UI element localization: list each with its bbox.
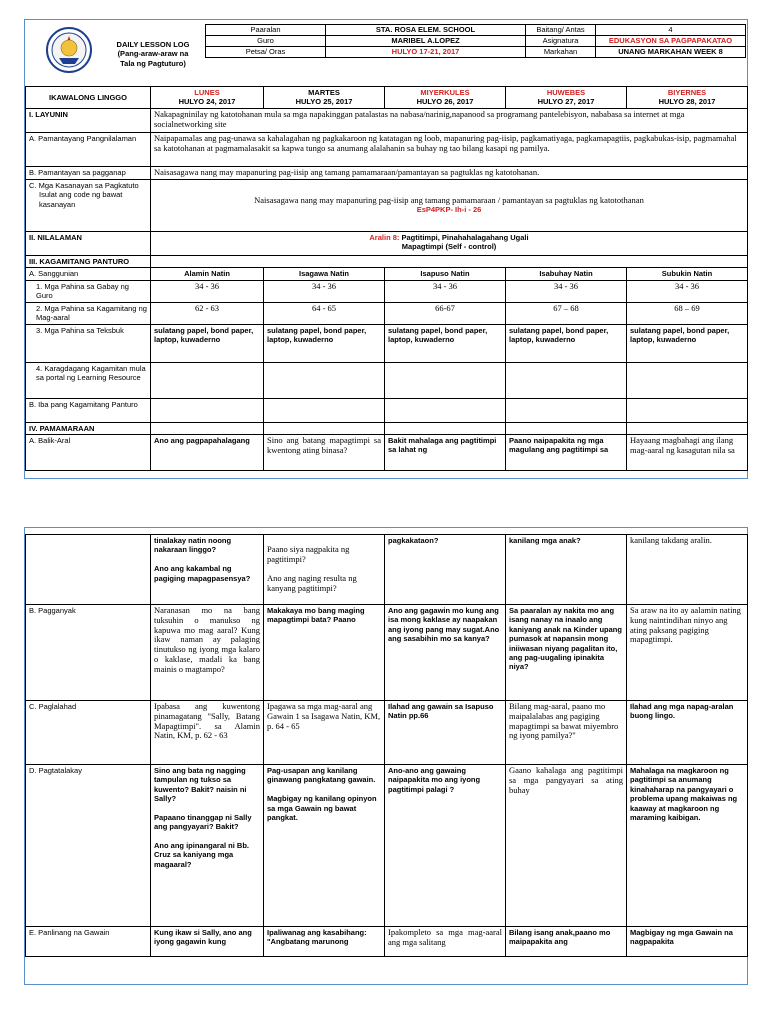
row-label: IV. PAMAMARAAN bbox=[26, 422, 151, 434]
day-header bbox=[151, 87, 264, 109]
balik-aral-row bbox=[26, 434, 748, 470]
row-label: E. Panlinang na Gawain bbox=[26, 927, 151, 957]
page-range: 34 - 36 bbox=[627, 280, 748, 302]
procedure-cell: Ipagawa sa mga mag-aaral ang Gawain 1 sa Isagawa Natin, KM, p. 64 - 65 bbox=[264, 701, 385, 765]
empty-cell bbox=[385, 398, 506, 422]
empty-cell bbox=[264, 422, 385, 434]
header-row bbox=[206, 36, 746, 47]
procedure-cell: pagkakataon? bbox=[385, 535, 506, 605]
empty-cell bbox=[151, 255, 748, 267]
label-cell: Markahan bbox=[526, 47, 596, 58]
title-line: (Pang-araw-araw na bbox=[117, 49, 189, 59]
page-range: 62 - 63 bbox=[151, 302, 264, 324]
procedure-cell: Sino ang batang mapagtimpi sa kwentong ating binasa? bbox=[264, 434, 385, 470]
header bbox=[25, 20, 747, 80]
procedure-cell: Ilahad ang gawain sa Isapuso Natin pp.66 bbox=[385, 701, 506, 765]
procedure-cell: Ano-ano ang gawaing naipapakita mo ang iyong pagtitimpi palagi ? bbox=[385, 765, 506, 927]
week-label: IKAWALONG LINGGO bbox=[26, 87, 151, 109]
materials: sulatang papel, bond paper, laptop, kuwaderno bbox=[264, 324, 385, 362]
day-date: HULYO 28, 2017 bbox=[658, 97, 716, 107]
procedure-cell: tinalakay natin noong nakaraan linggo? Ano ang kakambal ng pagiging mapagpasensya? bbox=[151, 535, 264, 605]
sanggunian-row bbox=[26, 268, 748, 280]
day-header bbox=[506, 87, 627, 109]
empty-cell bbox=[506, 422, 627, 434]
row-label: 3. Mga Pahina sa Teksbuk bbox=[26, 324, 151, 362]
day-date: HULYO 27, 2017 bbox=[537, 97, 595, 107]
procedure-cell: Ilahad ang mga napag-aralan buong lingo. bbox=[627, 701, 748, 765]
panlinang-row bbox=[26, 927, 748, 957]
title-line: Tala ng Pagtuturo) bbox=[120, 58, 186, 68]
procedure-cell: Kung ikaw si Sally, ano ang iyong gagawin kung bbox=[151, 927, 264, 957]
deped-seal-icon bbox=[45, 26, 93, 74]
procedure-cell: Magbigay ng mga Gawain na nagpapakita bbox=[627, 927, 748, 957]
row-label bbox=[26, 179, 151, 231]
layunin-row bbox=[26, 109, 748, 133]
procedure-cell: Gaano kahalaga ang pagtitimpi sa mga pangyayari sa ating buhay bbox=[506, 765, 627, 927]
continued-row bbox=[26, 535, 748, 605]
procedure-cell: Paano naipapakita ng mga magulang ang pagtitimpi sa bbox=[506, 434, 627, 470]
materials: sulatang papel, bond paper, laptop, kuwaderno bbox=[385, 324, 506, 362]
label-cell: Petsa/ Oras bbox=[206, 47, 326, 58]
empty-cell bbox=[385, 422, 506, 434]
page-range: 34 - 36 bbox=[151, 280, 264, 302]
day-date: HULYO 24, 2017 bbox=[178, 97, 236, 107]
pagganap-row bbox=[26, 167, 748, 180]
empty-cell bbox=[627, 422, 748, 434]
gabay-row bbox=[26, 280, 748, 302]
label-cell: Asignatura bbox=[526, 36, 596, 47]
value-cell: 4 bbox=[596, 25, 746, 36]
row-label: B. Iba pang Kagamitang Panturo bbox=[26, 398, 151, 422]
aralin-sub: Mapagtimpi (Self - control) bbox=[401, 242, 497, 252]
row-label: D. Pagtatalakay bbox=[26, 765, 151, 927]
row-label: III. KAGAMITANG PANTURO bbox=[26, 255, 151, 267]
kasanayan-text: Naisasagawa nang may mapanuring pag-iisip ang tamang pamamaraan / pamantayan sa pagtuklas ng katotothanan bbox=[254, 194, 644, 205]
day-header bbox=[627, 87, 748, 109]
lesson-table-continued bbox=[25, 534, 748, 957]
days-row bbox=[26, 87, 748, 109]
procedure-cell: kanilang takdang aralin. bbox=[627, 535, 748, 605]
page-range: 34 - 36 bbox=[264, 280, 385, 302]
pamamaraan-row bbox=[26, 422, 748, 434]
page-1 bbox=[24, 19, 748, 479]
day-header bbox=[385, 87, 506, 109]
procedure-cell: Sa paaralan ay nakita mo ang isang nanay na inaalo ang kaniyang anak na Kinder upang pumasok at napansin mong iniiwasan niyang pagalitan ito, ang pag-uugaling ipinakita niya? bbox=[506, 605, 627, 701]
day-date: HULYO 26, 2017 bbox=[416, 97, 474, 107]
procedure-cell: Naranasan mo na bang tuksuhin o manukso ng kapuwa mo mag aaral? Kung ikaw naman ay palaging tinutukso ng iyong mga kalaro o kaklase, madali ka bang mainis o magtampo? bbox=[151, 605, 264, 701]
pamantayang-row bbox=[26, 133, 748, 167]
row-label: I. LAYUNIN bbox=[26, 109, 151, 133]
procedure-cell: Mahalaga na magkaroon ng pagtitimpi sa anumang kinahaharap na pangyayari o problema upang makaiwas ng kaaway at magkaroon ng maraming kaibigan. bbox=[627, 765, 748, 927]
nilalaman-cell bbox=[151, 231, 748, 255]
empty-cell bbox=[264, 398, 385, 422]
materials: sulatang papel, bond paper, laptop, kuwaderno bbox=[627, 324, 748, 362]
procedure-cell: Bakit mahalaga ang pagtitimpi sa lahat ng bbox=[385, 434, 506, 470]
label-cell: Paaralan bbox=[206, 25, 326, 36]
aralin-number: Aralin 8: bbox=[369, 232, 400, 242]
page-range: 34 - 36 bbox=[385, 280, 506, 302]
empty-cell bbox=[264, 362, 385, 398]
col-header: Isapuso Natin bbox=[385, 268, 506, 280]
day-name: HUWEBES bbox=[546, 88, 586, 97]
procedure-cell: Bilang isang anak,paano mo maipapakita ang bbox=[506, 927, 627, 957]
kasanayan-row bbox=[26, 179, 748, 231]
empty-cell bbox=[627, 362, 748, 398]
kasanayan-code: EsP4PKP- Ih-i - 26 bbox=[416, 205, 482, 215]
day-date: HULYO 25, 2017 bbox=[295, 97, 353, 107]
procedure-cell: kanilang mga anak? bbox=[506, 535, 627, 605]
kasanayan-sub: Isulat ang code ng bawat kasanayan bbox=[39, 190, 123, 209]
empty-cell bbox=[26, 535, 151, 605]
day-name: MARTES bbox=[308, 88, 340, 97]
page-range: 66-67 bbox=[385, 302, 506, 324]
row-label: B. Pagganyak bbox=[26, 605, 151, 701]
empty-cell bbox=[385, 362, 506, 398]
value-cell: MARIBEL A.LOPEZ bbox=[326, 36, 526, 47]
header-row bbox=[206, 25, 746, 36]
procedure-cell: Ipakompleto sa mga mag-aaral ang mga salitang bbox=[385, 927, 506, 957]
procedure-cell: Paano siya nagpakita ng pagtitimpi? Ano ang naging resulta ng kanyang pagtitimpi? bbox=[264, 535, 385, 605]
kagamitan-mag-row bbox=[26, 302, 748, 324]
pamantayang-text: Naipapamalas ang pag-unawa sa kahalagahan ng pagkakaroon ng katatagan ng loob, mapanuring pag-iisip, pagkamatiyaga, pagkamapagtiis, pagkabukas-isip, pagmamahal sa katotohanan at pagmamalasakit sa kapwa tungo sa anumang alalahanin sa buhay ng tao bilang kasapi ng pamilya. bbox=[151, 133, 748, 167]
procedure-cell: Ipaliwanag ang kasabihang: "Angbatang marunong bbox=[264, 927, 385, 957]
procedure-cell: Ipabasa ang kuwentong pinamagatang "Sally, Batang Mapagtimpi". sa Alamin Natin, KM, p. 62 - 63 bbox=[151, 701, 264, 765]
header-row bbox=[206, 47, 746, 58]
value-cell: UNANG MARKAHAN WEEK 8 bbox=[596, 47, 746, 58]
empty-cell bbox=[151, 422, 264, 434]
nilalaman-row bbox=[26, 231, 748, 255]
procedure-cell: Makakaya mo bang maging mapagtimpi bata? Paano bbox=[264, 605, 385, 701]
title-line: DAILY LESSON LOG bbox=[116, 40, 190, 49]
row-label: A. Sanggunian bbox=[26, 268, 151, 280]
kasanayan-cell bbox=[151, 179, 748, 231]
col-header: Isagawa Natin bbox=[264, 268, 385, 280]
row-label: 4. Karagdagang Kagamitan mula sa portal ng Learning Resource bbox=[26, 362, 151, 398]
row-label: B. Pamantayan sa pagganap bbox=[26, 167, 151, 180]
materials: sulatang papel, bond paper, laptop, kuwaderno bbox=[506, 324, 627, 362]
pagganyak-row bbox=[26, 605, 748, 701]
row-label: C. Paglalahad bbox=[26, 701, 151, 765]
page-2 bbox=[24, 527, 748, 985]
lesson-table bbox=[25, 86, 748, 471]
day-header bbox=[264, 87, 385, 109]
karagdagang-row bbox=[26, 362, 748, 398]
col-header: Subukin Natin bbox=[627, 268, 748, 280]
procedure-cell: Sino ang bata ng nagging tampulan ng tukso sa kuwento? Bakit? naisin ni Sally? Papaano tinanggap ni Sally ang pangyayari? Bakit? Ano ang ipinangaral ni Bb. Cruz sa kaniyang mga magaaral? bbox=[151, 765, 264, 927]
label-cell: Baitang/ Antas bbox=[526, 25, 596, 36]
day-name: MIYERKULES bbox=[420, 88, 470, 97]
page-range: 68 – 69 bbox=[627, 302, 748, 324]
paglalahad-row bbox=[26, 701, 748, 765]
page-range: 64 - 65 bbox=[264, 302, 385, 324]
header-info-table bbox=[205, 24, 746, 58]
procedure-cell: Hayaang magbahagi ang ilang mag-aaral ng kasagutan nila sa bbox=[627, 434, 748, 470]
row-label: A. Pamantayang Pangnilalaman bbox=[26, 133, 151, 167]
procedure-cell: Bilang mag-aaral, paano mo maipalalabas ang pagiging mapagtimpi sa bawat miyembro ng iyong pamilya?" bbox=[506, 701, 627, 765]
row-label: A. Balik-Aral bbox=[26, 434, 151, 470]
row-label: II. NILALAMAN bbox=[26, 231, 151, 255]
row-label: 2. Mga Pahina sa Kagamitang ng Mag-aaral bbox=[26, 302, 151, 324]
materials: sulatang papel, bond paper, laptop, kuwaderno bbox=[151, 324, 264, 362]
day-name: LUNES bbox=[194, 88, 220, 97]
iba-row bbox=[26, 398, 748, 422]
layunin-text: Nakapagninilay ng katotohanan mula sa mga napakinggan patalastas na nabasa/narinig,napanood sa programang pantelebisyon, nababasa sa internet at mga socialnetworking site bbox=[151, 109, 748, 133]
row-label: 1. Mga Pahina sa Gabay ng Guro bbox=[26, 280, 151, 302]
procedure-cell: Pag-usapan ang kanilang ginawang pangkatang gawain. Magbigay ng kanilang opinyon sa mga Gawain ng bawat pangkat. bbox=[264, 765, 385, 927]
empty-cell bbox=[506, 362, 627, 398]
empty-cell bbox=[151, 362, 264, 398]
document-title bbox=[103, 40, 203, 68]
kagamitan-row bbox=[26, 255, 748, 267]
value-cell: STA. ROSA ELEM. SCHOOL bbox=[326, 25, 526, 36]
procedure-cell: Ano ang pagpapahalagang bbox=[151, 434, 264, 470]
day-name: BIYERNES bbox=[667, 88, 707, 97]
teksbuk-row bbox=[26, 324, 748, 362]
empty-cell bbox=[627, 398, 748, 422]
pagtatalakay-row bbox=[26, 765, 748, 927]
page-range: 34 - 36 bbox=[506, 280, 627, 302]
empty-cell bbox=[506, 398, 627, 422]
col-header: Alamin Natin bbox=[151, 268, 264, 280]
col-header: Isabuhay Natin bbox=[506, 268, 627, 280]
empty-cell bbox=[151, 398, 264, 422]
value-cell: EDUKASYON SA PAGPAPAKATAO bbox=[596, 36, 746, 47]
label-cell: Guro bbox=[206, 36, 326, 47]
page-range: 67 – 68 bbox=[506, 302, 627, 324]
value-cell: HULYO 17-21, 2017 bbox=[326, 47, 526, 58]
pagganap-text: Naisasagawa nang may mapanuring pag-iisip ang tamang pamamaraan/pamantayan sa pagtuklas ng katotohanan. bbox=[151, 167, 748, 180]
kasanayan-label: C. Mga Kasanayan sa Pagkatuto bbox=[29, 180, 139, 190]
procedure-cell: Sa araw na ito ay aalamin nating kung naintindihan ninyo ang ating paksang pagiging mapagtimpi. bbox=[627, 605, 748, 701]
procedure-cell: Ano ang gagawin mo kung ang isa mong kaklase ay naapakan ang iyong pang may sugat.Ano ang sasabihin mo sa kanya? bbox=[385, 605, 506, 701]
aralin-title: Pagtitimpi, Pinahahalagahang Ugali bbox=[401, 232, 529, 242]
